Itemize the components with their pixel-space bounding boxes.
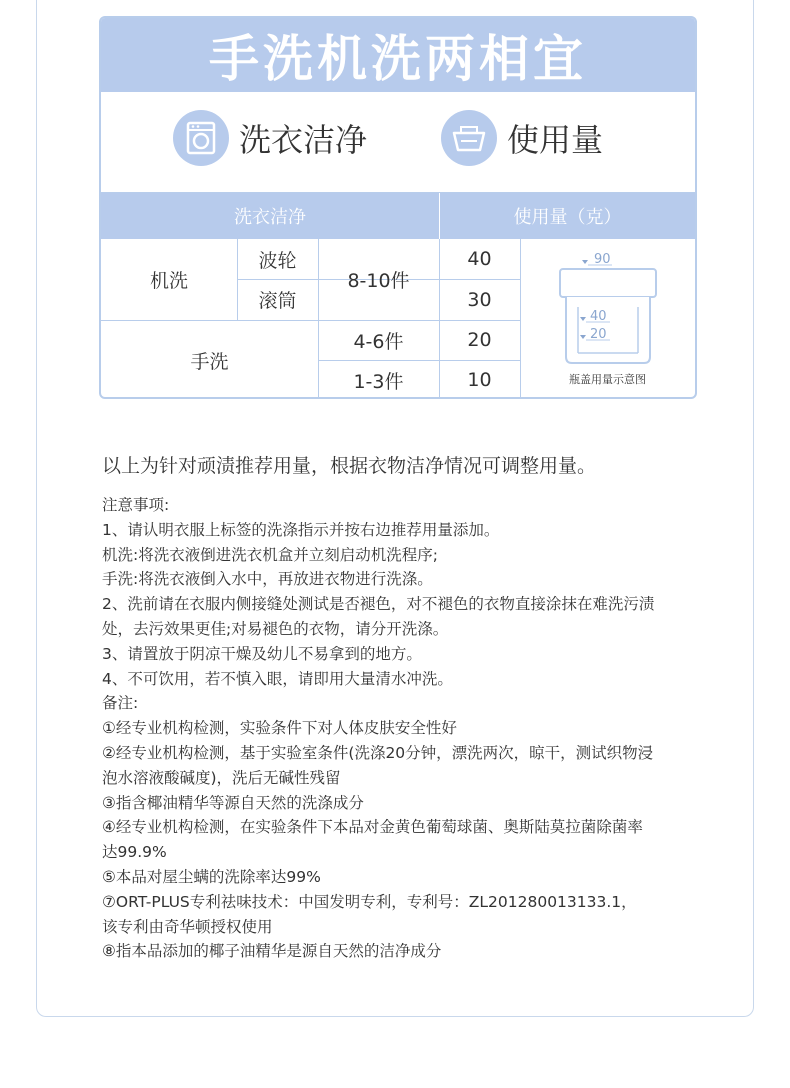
badge-amount-label: 使用量 [507,121,604,159]
amount-cell: 10 [467,369,492,391]
amount-cell: 30 [467,288,492,311]
cap-diagram [520,239,695,399]
notes-line: 2、洗前请在衣服内侧接缝处测试是否褪色，对不褪色的衣物直接涂抹在难洗污渍 [102,595,655,614]
amount-cell: 40 [467,248,492,270]
notes-line: 泡水溶液酸碱度)，洗后无碱性残留 [102,768,341,787]
usage-card [99,16,697,399]
notes-line: ⑦ORT-PLUS专利祛味技术：中国发明专利，专利号：ZL201280013133.1， [102,892,637,911]
row-hand-wash: 手洗 [190,350,229,373]
badge-clean-label: 洗衣洁净 [239,121,368,159]
usage-table [101,239,695,399]
hand-quantity-small: 1-3件 [353,370,404,393]
notes-line: 1、请认明衣服上标签的洗涤指示并按右边推荐用量添加。 [102,520,500,539]
cap-caption: 瓶盖用量示意图 [569,373,646,386]
notes-line: ⑤本品对屋尘螨的洗除率达99% [102,867,321,886]
notes-line: ③指含椰油精华等源自天然的洗涤成分 [102,793,364,812]
card-badges [101,92,695,193]
notes-line: 该专利由奇华顿授权使用 [102,917,273,936]
notes-line: 达99.9% [102,843,167,862]
notes-line: ④经专业机构检测，在实验条件下本品对金黄色葡萄球菌、奥斯陆莫拉菌除菌率 [102,818,643,837]
washing-machine-icon [173,110,229,166]
badge-amount [441,110,603,166]
table-header [101,193,695,239]
notes-line: 机洗:将洗衣液倒进洗衣机盒并立刻启动机洗程序; [102,545,438,564]
notes-line: ②经专业机构检测，基于实验室条件(洗涤20分钟，漂洗两次，晾干，测试织物浸 [102,743,654,762]
notes-line: 3、请置放于阴凉干燥及幼儿不易拿到的地方。 [102,644,422,663]
badge-clean [173,110,367,166]
cap-mark-40: 40 [590,309,607,324]
hand-quantity-large: 4-6件 [353,330,404,353]
card-title: 手洗机洗两相宜 [101,18,695,92]
amount-cell: 20 [467,329,492,351]
dosage-note: 以上为针对顽渍推荐用量，根据衣物洁净情况可调整用量。 [102,455,597,477]
cap-mark-90: 90 [594,252,611,267]
measuring-cap-icon [441,110,497,166]
notes-line: 备注: [102,694,139,713]
notes-line: 4、不可饮用，若不慎入眼，请即用大量清水冲洗。 [102,669,453,688]
machine-quantity: 8-10件 [347,270,410,292]
notes-line: ⑧指本品添加的椰子油精华是源自天然的洁净成分 [102,942,442,961]
row-pulsator: 波轮 [258,249,297,272]
header-clean: 洗衣洁净 [234,207,306,228]
notes-line: ①经专业机构检测，实验条件下对人体皮肤安全性好 [102,719,457,738]
notes-line: 注意事项: [102,496,170,514]
notes-line: 手洗:将洗衣液倒入水中，再放进衣物进行洗涤。 [102,570,433,589]
header-amount: 使用量（克） [513,207,622,228]
notes-line: 处，去污效果更佳;对易褪色的衣物，请分开洗涤。 [102,619,449,638]
cap-mark-20: 20 [590,327,607,342]
notes-list [102,493,712,964]
row-drum: 滚筒 [258,290,297,312]
row-machine-wash: 机洗 [149,270,188,292]
